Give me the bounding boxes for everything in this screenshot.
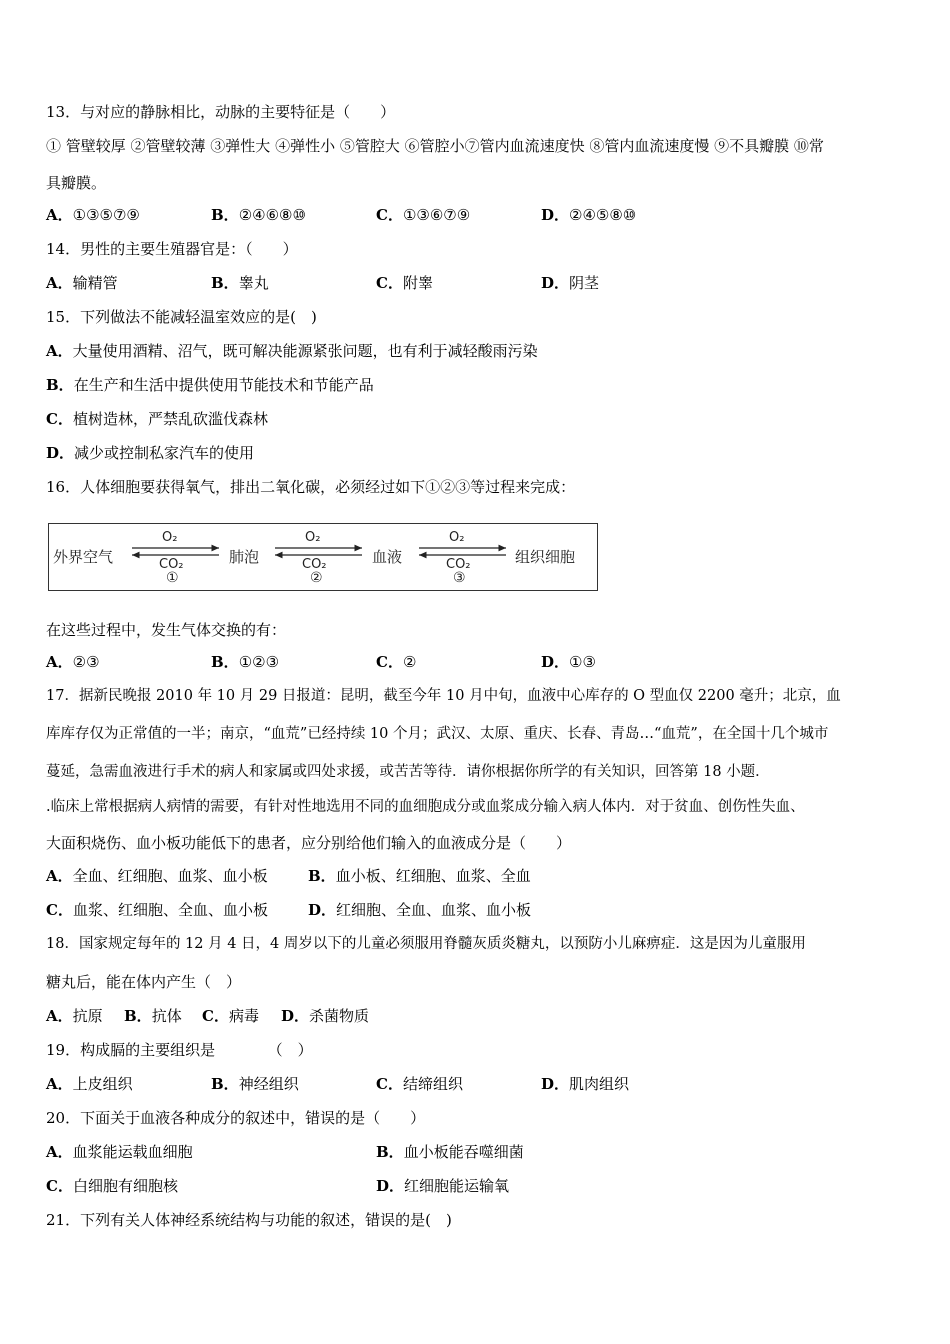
q17-passage-2: 库库存仅为正常值的一半；南京，“血荒”已经持续 10 个月；武汉、太原、重庆、长春、青岛…“血荒”，在全国十几个城市 — [46, 726, 829, 742]
q18-stem-2: 糖丸后，能在体内产生（ ） — [46, 973, 242, 991]
q13-statements: ① 管壁较厚 ②管壁较薄 ③弹性大 ④弹性小 ⑤管腔大 ⑥管腔小⑦管内血流速度快 ⑧管内血流速度慢 ⑨不具瓣膜 ⑩常 — [46, 137, 824, 155]
q17-passage-1: 17．据新民晚报 2010 年 10 月 29 日报道：昆明，截至今年 10 月中旬，血液中心库存的 O 型血仅 2200 毫升；北京，血 — [46, 688, 841, 704]
q19-option-b: B．神经组织 — [211, 1075, 299, 1093]
q19-option-c: C．结缔组织 — [376, 1075, 463, 1093]
q16-follow: 在这些过程中，发生气体交换的有： — [46, 621, 287, 639]
q16-option-b: B．①②③ — [211, 653, 280, 671]
q13-statements-cont: 具瓣膜。 — [46, 174, 107, 192]
q13-option-a: A．①③⑤⑦⑨ — [46, 206, 140, 224]
q19-option-a: A．上皮组织 — [46, 1075, 133, 1093]
co2-label-3: CO₂ — [446, 557, 471, 572]
node-alveoli: 肺泡 — [229, 548, 260, 566]
q14-option-a: A．输精管 — [46, 274, 118, 292]
q13-option-d: D．②④⑤⑧⑩ — [541, 206, 637, 224]
q13-stem: 13．与对应的静脉相比，动脉的主要特征是（ ） — [46, 103, 396, 121]
node-tissue-cells: 组织细胞 — [515, 548, 576, 566]
q15-option-c: C．植树造林，严禁乱砍滥伐森林 — [46, 410, 268, 428]
q18-option-d: D．杀菌物质 — [281, 1007, 370, 1025]
q20-stem: 20．下面关于血液各种成分的叙述中，错误的是（ ） — [46, 1109, 426, 1127]
q20-option-c: C．白细胞有细胞核 — [46, 1177, 178, 1195]
q16-option-a: A．②③ — [46, 653, 100, 671]
step-2: ② — [310, 570, 323, 586]
co2-label-1: CO₂ — [159, 557, 184, 572]
q18-option-b: B．抗体 — [124, 1007, 182, 1025]
q15-stem: 15．下列做法不能减轻温室效应的是( ) — [46, 308, 317, 326]
q17-stem-2: 大面积烧伤、血小板功能低下的患者，应分别给他们输入的血液成分是（ ） — [46, 834, 572, 852]
q21-stem: 21．下列有关人体神经系统结构与功能的叙述，错误的是( ) — [46, 1211, 452, 1229]
o2-label-2: O₂ — [305, 530, 321, 545]
q16-stem: 16．人体细胞要获得氧气，排出二氧化碳，必须经过如下①②③等过程来完成： — [46, 478, 576, 496]
q18-stem-1: 18．国家规定每年的 12 月 4 日，4 周岁以下的儿童必须服用脊髓灰质炎糖丸，以预防小儿麻痹症．这是因为儿童服用 — [46, 936, 806, 952]
q15-option-b: B．在生产和生活中提供使用节能技术和节能产品 — [46, 376, 374, 394]
co2-label-2: CO₂ — [302, 557, 327, 572]
q17-option-d: D．红细胞、全血、血浆、血小板 — [308, 901, 532, 919]
q20-option-b: B．血小板能吞噬细菌 — [376, 1143, 524, 1161]
q17-option-b: B．血小板、红细胞、血浆、全血 — [308, 867, 531, 885]
q16-option-d: D．①③ — [541, 653, 596, 671]
q14-stem: 14．男性的主要生殖器官是：（ ） — [46, 240, 298, 258]
o2-label-3: O₂ — [449, 530, 465, 545]
q19-stem: 19．构成膈的主要组织是 （ ） — [46, 1041, 313, 1059]
step-3: ③ — [453, 570, 466, 586]
q15-option-a: A．大量使用酒精、沼气，既可解决能源紧张问题，也有利于减轻酸雨污染 — [46, 342, 538, 360]
q17-option-a: A．全血、红细胞、血浆、血小板 — [46, 867, 268, 885]
q14-option-d: D．阴茎 — [541, 274, 600, 292]
q20-option-a: A．血浆能运载血细胞 — [46, 1143, 193, 1161]
step-1: ① — [166, 570, 179, 586]
q13-option-b: B．②④⑥⑧⑩ — [211, 206, 306, 224]
node-blood: 血液 — [372, 548, 403, 566]
q14-option-b: B．睾丸 — [211, 274, 269, 292]
q16-option-c: C．② — [376, 653, 417, 671]
q17-passage-3: 蔓延，急需血液进行手术的病人和家属或四处求援，或苦苦等待．请你根据你所学的有关知识，回答第 18 小题． — [46, 764, 770, 780]
q17-stem-1: .临床上常根据病人病情的需要，有针对性地选用不同的血细胞成分或血浆成分输入病人体内．对于贫血、创伤性失血、 — [46, 799, 805, 815]
q13-option-c: C．①③⑥⑦⑨ — [376, 206, 471, 224]
q14-option-c: C．附睾 — [376, 274, 433, 292]
q17-option-c: C．血浆、红细胞、全血、血小板 — [46, 901, 268, 919]
o2-label-1: O₂ — [162, 530, 178, 545]
q15-option-d: D．减少或控制私家汽车的使用 — [46, 444, 255, 462]
gas-exchange-diagram — [48, 523, 598, 591]
q18-option-c: C．病毒 — [202, 1007, 259, 1025]
q18-option-a: A．抗原 — [46, 1007, 103, 1025]
node-outside-air: 外界空气 — [53, 548, 114, 566]
q19-option-d: D．肌肉组织 — [541, 1075, 630, 1093]
q20-option-d: D．红细胞能运输氧 — [376, 1177, 510, 1195]
